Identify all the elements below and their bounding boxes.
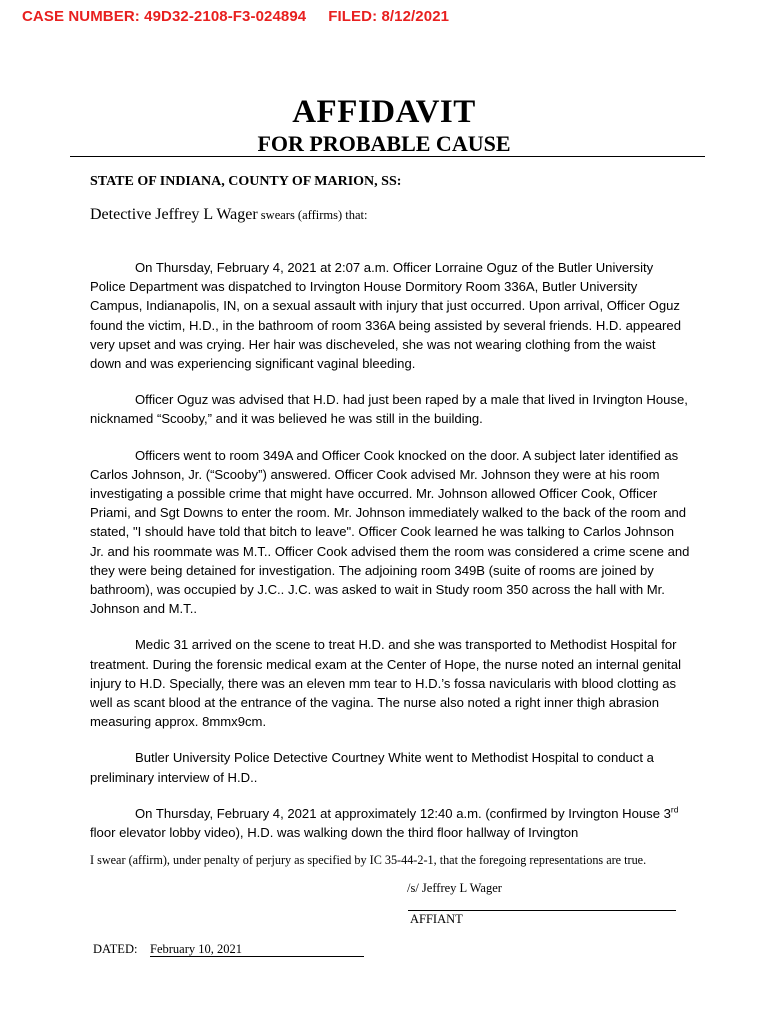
ordinal-suffix: rd bbox=[670, 804, 679, 815]
perjury-statement: I swear (affirm), under penalty of perjury as specified by IC 35-44-2-1, that the foregoing representations are true. bbox=[90, 853, 647, 867]
paragraph-last-start: On Thursday, February 4, 2021 at approximately 12:40 a.m. (confirmed by Irvington House 3 bbox=[135, 805, 671, 821]
case-header bbox=[22, 8, 449, 25]
case-number: CASE NUMBER: 49D32-2108-F3-024894 bbox=[22, 8, 307, 25]
filed-date: FILED: 8/12/2021 bbox=[328, 8, 450, 25]
affidavit-body bbox=[90, 258, 690, 842]
paragraph-last bbox=[90, 804, 690, 842]
dated-label: DATED: bbox=[93, 942, 138, 956]
state-county-line: STATE OF INDIANA, COUNTY OF MARION, SS: bbox=[90, 174, 402, 189]
swears-text: swears (affirms) that: bbox=[257, 208, 368, 222]
paragraph: On Thursday, February 4, 2021 at 2:07 a.m. Officer Lorraine Oguz of the Butler University Police Department was dispatched to Irvington House Dormitory Room 336A, Butler University Campus, Indianapolis, IN, on a sexual assault with injury that just occurred. Upon arrival, Officer Oguz found the victim, H.D., in the bathroom of room 336A being assisted by several friends. H.D. appeared very upset and was crying. Her hair was discheveled, she was not wearing clothing from the waist down and was experiencing significant vaginal bleeding. bbox=[90, 260, 681, 372]
affiant-label: AFFIANT bbox=[410, 912, 463, 926]
paragraph-last-end: floor elevator lobby video), H.D. was walking down the third floor hallway of Irvington bbox=[90, 825, 579, 841]
document-subtitle: FOR PROBABLE CAUSE bbox=[257, 131, 511, 156]
affiant-name: Detective Jeffrey L Wager bbox=[90, 206, 258, 223]
signature: /s/ Jeffrey L Wager bbox=[407, 881, 502, 895]
title-divider bbox=[70, 156, 705, 157]
paragraph: Officers went to room 349A and Officer Cook knocked on the door. A subject later identified as Carlos Johnson, Jr. (“Scooby”) answered. Officer Cook advised Mr. Johnson they were at his room investigating a possible crime that might have occurred. Mr. Johnson allowed Officer Cook, Officer Priami, and Sgt Downs to enter the room. Mr. Johnson immediately walked to the back of the room and stated, "I should have told that bitch to leave". Officer Cook learned he was talking to Carlos Johnson Jr. and his roommate was M.T.. Officer Cook advised them the room was considered a crime scene and they were being detained for investigation. The adjoining room 349B (suite of rooms are joined by bathroom), was occupied by J.C.. J.C. was asked to wait in Study room 350 across the hall with Mr. Johnson and M.T.. bbox=[90, 447, 690, 617]
paragraph: Butler University Police Detective Courtney White went to Methodist Hospital to conduct a preliminary interview of H.D.. bbox=[90, 750, 654, 785]
document-title: AFFIDAVIT bbox=[292, 94, 476, 130]
paragraph: Medic 31 arrived on the scene to treat H.D. and she was transported to Methodist Hospital for treatment. During the forensic medical exam at the Center of Hope, the nurse noted an internal genital injury to H.D. Specially, there was an eleven mm tear to H.D.’s fossa navicularis with blood clotting as well as scant blood at the entrance of the vagina. The nurse also noted a right inner thigh abrasion measuring approx. 8mmx9cm. bbox=[90, 637, 682, 730]
dated-value: February 10, 2021 bbox=[150, 942, 364, 957]
affiant-signature-line bbox=[408, 910, 676, 911]
affiant-intro bbox=[90, 206, 367, 224]
paragraph: Officer Oguz was advised that H.D. had just been raped by a male that lived in Irvington House, nicknamed “Scooby,” and it was believed he was still in the building. bbox=[90, 392, 688, 427]
dated-row bbox=[93, 942, 364, 957]
